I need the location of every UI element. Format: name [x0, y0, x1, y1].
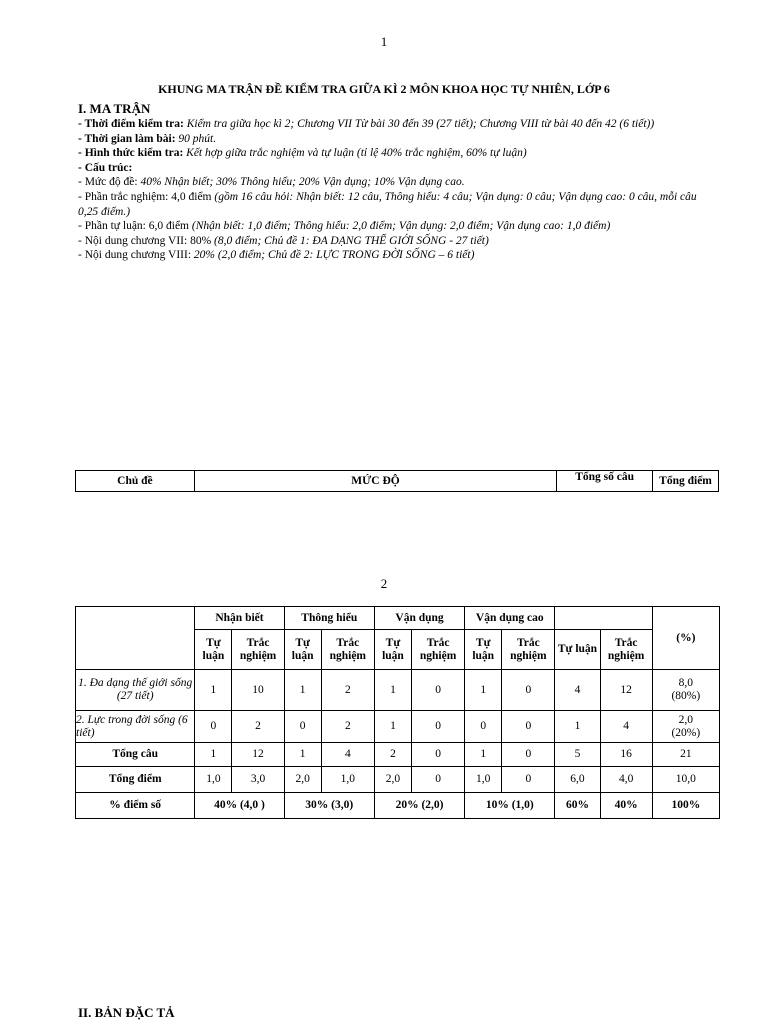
blank-total-cell	[555, 607, 652, 630]
chapter8-line: - Nội dung chương VIII: 20% (2,0 điểm; Chủ đề 2: LỰC TRONG ĐỜI SỐNG – 6 tiết)	[78, 249, 475, 262]
row-label: 1. Đa dạng thế giới sống (27 tiết)	[76, 670, 195, 711]
topic-header: Chủ đề	[76, 471, 195, 492]
cell: 3,0	[232, 767, 284, 793]
sub-mc-2: Trắc nghiệm	[321, 630, 374, 670]
cell: 0	[412, 743, 465, 767]
chapter7-line: - Nội dung chương VII: 80% (8,0 điểm; Chủ đề 1: ĐA DẠNG THẾ GIỚI SỐNG - 27 tiết)	[78, 234, 489, 247]
exam-format-line: - Hình thức kiểm tra: Kết hợp giữa trắc nghiệm và tự luận (tỉ lệ 40% trắc nghiệm, 60% tự luận)	[78, 147, 527, 160]
row-label: Tổng câu	[76, 743, 195, 767]
cell: 1	[555, 711, 600, 743]
cell: 1,0	[321, 767, 374, 793]
page-number-2: 2	[380, 576, 388, 591]
section-heading-matrix: I. MA TRẬN	[78, 101, 151, 116]
table-row	[76, 793, 720, 819]
sub-essay-2: Tự luận	[284, 630, 321, 670]
cell: 4,0	[600, 767, 652, 793]
cell: 0	[412, 711, 465, 743]
cell: 0	[412, 767, 465, 793]
cell: 4	[321, 743, 374, 767]
sub-essay-1: Tự luận	[195, 630, 232, 670]
percent-header: (%)	[652, 607, 719, 670]
cell: 0	[412, 670, 465, 711]
sub-mc-total: Trắc nghiệm	[600, 630, 652, 670]
cell: 1	[465, 743, 502, 767]
matrix-header-table	[75, 470, 719, 492]
cell: 1	[284, 743, 321, 767]
cell: 1	[465, 670, 502, 711]
sub-essay-3: Tự luận	[374, 630, 411, 670]
exam-structure-line: - Cấu trúc:	[78, 161, 133, 174]
row-label: 2. Lực trong đời sống (6 tiết)	[76, 711, 195, 743]
row-label: Tổng điểm	[76, 767, 195, 793]
cell: 40%	[600, 793, 652, 819]
cell: 1,0	[195, 767, 232, 793]
essay-line: - Phần tự luận: 6,0 điểm (Nhận biết: 1,0 điểm; Thông hiểu: 2,0 điểm; Vận dụng: 2,0 điểm; Vận dụng cao: 1,0 điểm)	[78, 220, 611, 233]
cell: 5	[555, 743, 600, 767]
sub-mc-3: Trắc nghiệm	[412, 630, 465, 670]
cell: 10,0	[652, 767, 719, 793]
level-application: Vận dụng	[374, 607, 464, 630]
cell: 100%	[652, 793, 719, 819]
table-row	[76, 767, 720, 793]
cell: 2	[321, 711, 374, 743]
cell: 2	[321, 670, 374, 711]
cell: 12	[600, 670, 652, 711]
cell: 2	[374, 743, 411, 767]
cell: 60%	[555, 793, 600, 819]
level-high-application: Vận dụng cao	[465, 607, 555, 630]
cell-percent: 2,0 (20%)	[652, 711, 719, 743]
sub-mc-4: Trắc nghiệm	[502, 630, 555, 670]
cell: 0	[502, 743, 555, 767]
document-title: KHUNG MA TRẬN ĐỀ KIỂM TRA GIỮA KÌ 2 MÔN KHOA HỌC TỰ NHIÊN, LỚP 6	[158, 82, 610, 96]
total-score-header: Tổng điểm	[653, 471, 719, 492]
table-row	[76, 670, 720, 711]
cell: 12	[232, 743, 284, 767]
cell: 6,0	[555, 767, 600, 793]
cell: 30% (3,0)	[284, 793, 374, 819]
cell: 4	[555, 670, 600, 711]
cell: 1	[284, 670, 321, 711]
cell: 0	[465, 711, 502, 743]
row-label: % điểm số	[76, 793, 195, 819]
cell: 1	[374, 711, 411, 743]
table-row	[76, 471, 719, 492]
sub-essay-total: Tự luận	[555, 630, 600, 670]
sub-essay-4: Tự luận	[465, 630, 502, 670]
exam-time-line: - Thời điểm kiểm tra: Kiểm tra giữa học kì 2; Chương VII Từ bài 30 đến 39 (27 tiết); Chương VIII từ bài 40 đến 42 (6 tiết))	[78, 118, 655, 130]
cell: 1	[195, 743, 232, 767]
multiple-choice-line: - Phần trắc nghiệm: 4,0 điểm (gồm 16 câu hỏi: Nhận biết: 12 câu, Thông hiểu: 4 câu; Vận dụng: 0 câu; Vận dụng cao: 0 câu, mỗi câu 0,25 điểm.)	[78, 190, 697, 218]
cell: 0	[502, 670, 555, 711]
exam-info	[78, 117, 718, 263]
cell: 1,0	[465, 767, 502, 793]
cell: 0	[502, 711, 555, 743]
cell: 4	[600, 711, 652, 743]
level-header: MỨC ĐỘ	[194, 471, 556, 492]
sub-mc-1: Trắc nghiệm	[232, 630, 284, 670]
cell: 0	[284, 711, 321, 743]
cell: 1	[374, 670, 411, 711]
cell: 10% (1,0)	[465, 793, 555, 819]
cell: 10	[232, 670, 284, 711]
page-number-1: 1	[380, 34, 388, 49]
cell: 40% (4,0 )	[195, 793, 284, 819]
cell: 1	[195, 670, 232, 711]
cell: 20% (2,0)	[374, 793, 464, 819]
table-row	[76, 743, 720, 767]
cell: 2	[232, 711, 284, 743]
table-row	[76, 711, 720, 743]
cell: 0	[195, 711, 232, 743]
level-understanding: Thông hiểu	[284, 607, 374, 630]
cell: 0	[502, 767, 555, 793]
level-recognition: Nhận biết	[195, 607, 284, 630]
difficulty-level-line: - Mức độ đề: 40% Nhận biết; 30% Thông hiểu; 20% Vận dụng; 10% Vận dụng cao.	[78, 176, 465, 189]
matrix-table	[75, 606, 720, 819]
section-heading-specification: II. BẢN ĐẶC TẢ	[78, 1005, 175, 1020]
cell: 2,0	[374, 767, 411, 793]
table-row	[76, 607, 720, 630]
cell: 16	[600, 743, 652, 767]
exam-duration-line: - Thời gian làm bài: 90 phút.	[78, 132, 217, 145]
cell-percent: 8,0 (80%)	[652, 670, 719, 711]
blank-corner-cell	[76, 607, 195, 670]
cell: 21	[652, 743, 719, 767]
total-questions-header: Tổng số câu	[557, 471, 653, 492]
cell: 2,0	[284, 767, 321, 793]
